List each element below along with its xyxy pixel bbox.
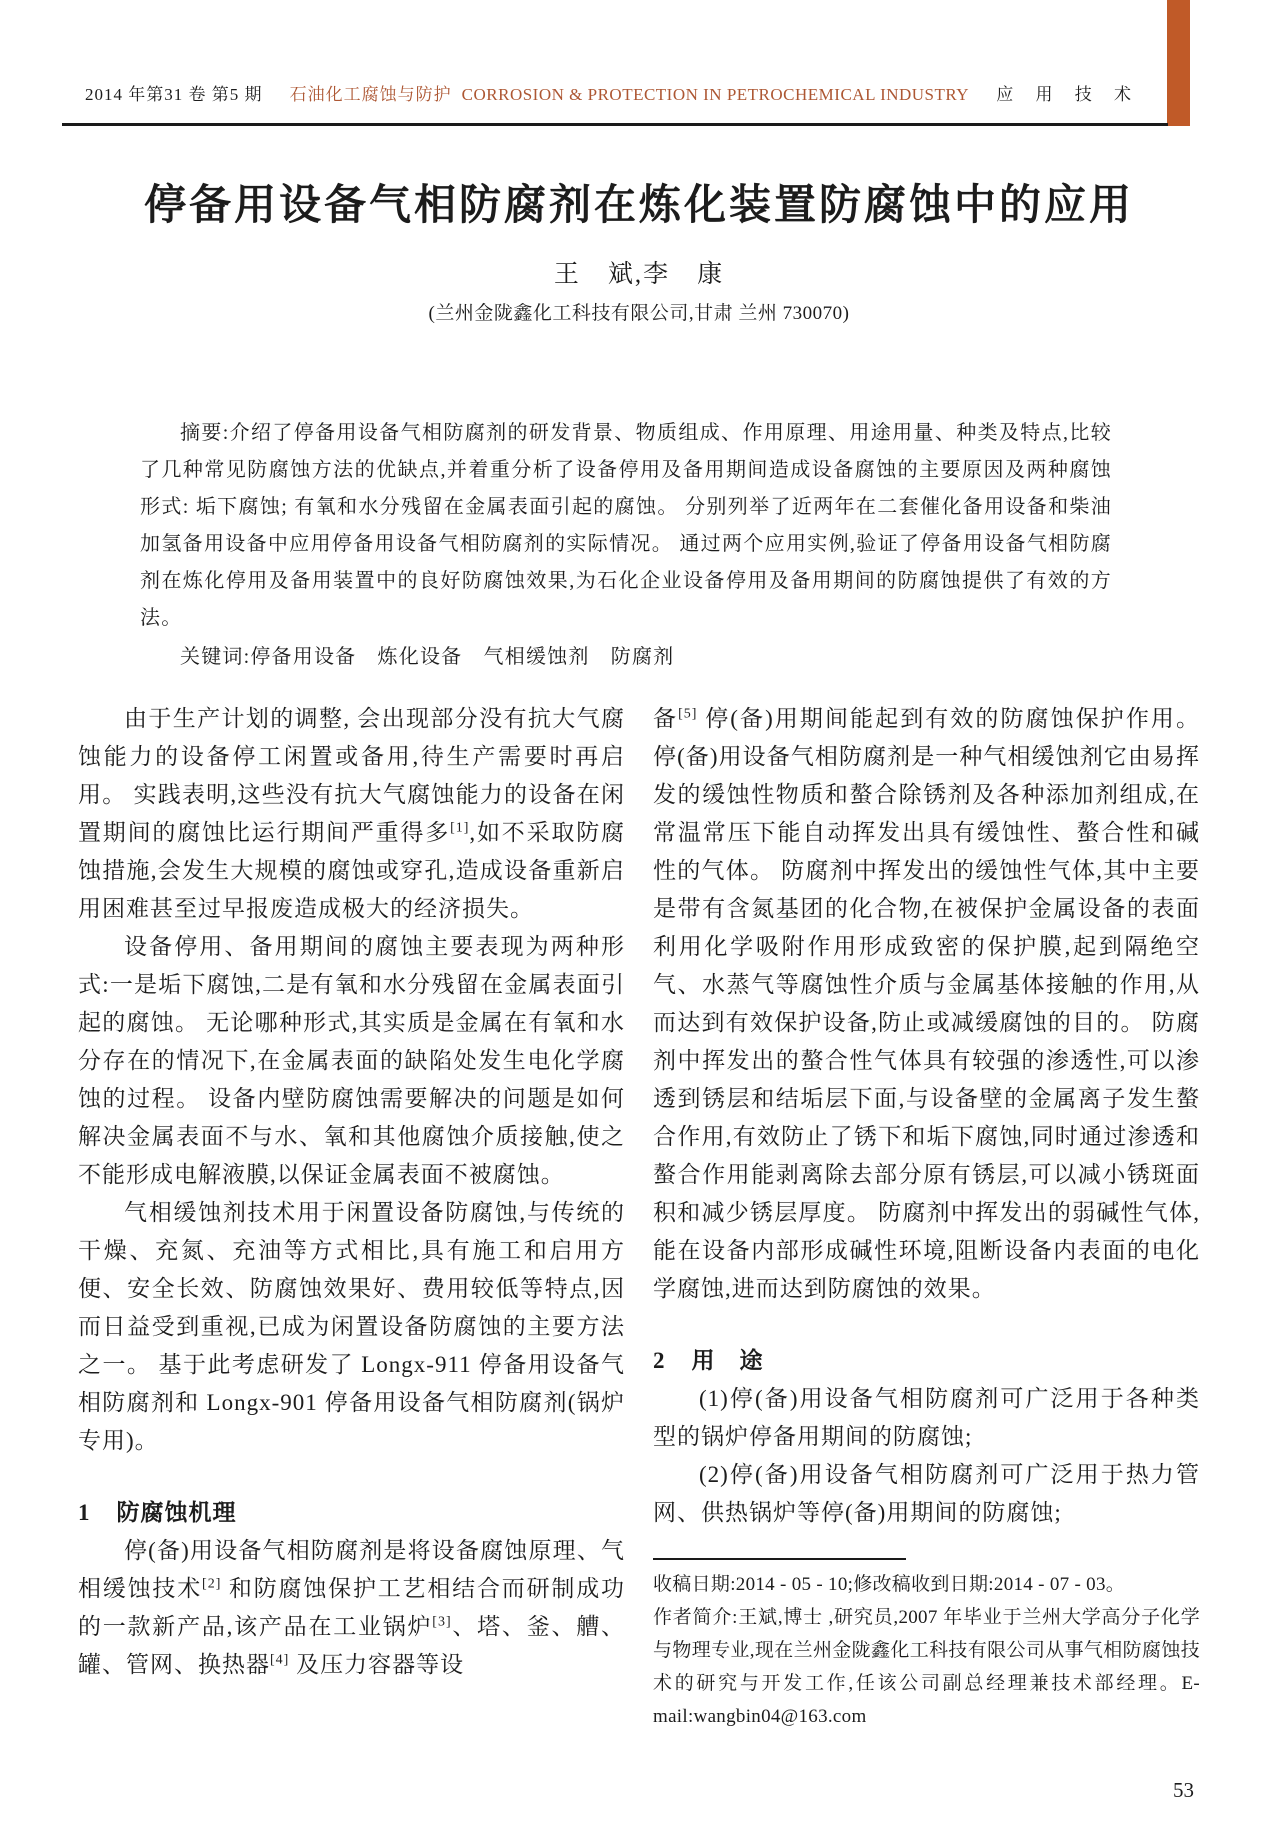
header-rule	[62, 123, 1168, 126]
left-column	[78, 700, 625, 1733]
body-paragraph: 由于生产计划的调整, 会出现部分没有抗大气腐蚀能力的设备停工闲置或备用,待生产需要时再启用。 实践表明,这些没有抗大气腐蚀能力的设备在闲置期间的腐蚀比运行期间严重得多[1],如不采取防腐蚀措施,会发生大规模的腐蚀或穿孔,造成设备重新启用困难甚至过早报废造成极大的经济损失。	[78, 706, 626, 921]
keywords-text: 停备用设备 炼化设备 气相缓蚀剂 防腐剂	[250, 646, 675, 668]
abstract-label: 摘要:	[180, 422, 230, 444]
section-title: 防腐蚀机理	[116, 1500, 237, 1525]
body-columns	[78, 700, 1200, 1733]
article-authors: 王 斌,李 康	[553, 261, 725, 288]
footnote-line: 作者简介:王斌,博士 ,研究员,2007 年毕业于兰州大学高分子化学与物理专业,现在兰州金陇鑫化工科技有限公司从事气相防腐蚀技术的研究与开发工作,任该公司副总经理兼技术部经理。E-mail:wangbin04@163.com	[653, 1607, 1200, 1727]
citation-ref: [3]	[432, 1614, 452, 1630]
body-paragraph: 气相缓蚀剂技术用于闲置设备防腐蚀,与传统的干燥、充氮、充油等方式相比,具有施工和启用方便、安全长效、防腐蚀效果好、费用较低等特点,因而日益受到重视,已成为闲置设备防腐蚀的主要方法之一。 基于此考虑研发了 Longx-911 停备用设备气相防腐剂和 Longx-901 停备用设备气相防腐剂(锅炉专用)。	[78, 1200, 625, 1453]
page-number: 53	[1173, 1778, 1194, 1802]
body-paragraph: 备[5] 停(备)用期间能起到有效的防腐蚀保护作用。 停(备)用设备气相防腐剂是一种气相缓蚀剂它由易挥发的缓蚀性物质和螯合除锈剂及各种添加剂组成,在常温常压下能自动挥发出具有缓蚀性、螯合性和碱性的气体。 防腐剂中挥发出的缓蚀性气体,其中主要是带有含氮基团的化合物,在被保护金属设备的表面利用化学吸附作用形成致密的保护膜,起到隔绝空气、水蒸气等腐蚀性介质与金属基体接触的作用,从而达到有效保护设备,防止或减缓腐蚀的目的。 防腐剂中挥发出的螯合性气体具有较强的渗透性,可以渗透到锈层和结垢层下面,与设备壁的金属离子发生螯合作用,有效防止了锈下和垢下腐蚀,同时通过渗透和螯合作用能剥离除去部分原有锈层,可以减小锈斑面积和减少锈层厚度。 防腐剂中挥发出的弱碱性气体,能在设备内部形成碱性环境,阻断设备内表面的电化学腐蚀,进而达到防腐蚀的效果。	[653, 706, 1200, 1301]
journal-title-en: CORROSION & PROTECTION IN PETROCHEMICAL INDUSTRY	[461, 85, 970, 104]
abstract-block	[140, 415, 1112, 637]
keywords-block	[140, 639, 1112, 676]
keywords-label: 关键词:	[180, 646, 251, 668]
article-content	[78, 158, 1200, 1733]
footnote-block	[653, 1558, 1200, 1733]
footnote-lines	[653, 1568, 1200, 1733]
body-paragraph: (2)停(备)用设备气相防腐剂可广泛用于热力管网、供热锅炉等停(备)用期间的防腐蚀;	[653, 1462, 1200, 1525]
section-heading	[78, 1494, 625, 1532]
section-heading	[653, 1342, 1200, 1380]
accent-bar	[1167, 0, 1190, 126]
footnote-line: 收稿日期:2014 - 05 - 10;修改稿收到日期:2014 - 07 - 03。	[653, 1574, 1126, 1595]
article-title: 停备用设备气相防腐剂在炼化装置防腐蚀中的应用	[143, 183, 1134, 229]
right-column-body	[653, 700, 1200, 1532]
journal-header	[85, 80, 1140, 105]
right-column	[653, 700, 1200, 1733]
abstract-text: 介绍了停备用设备气相防腐剂的研发背景、物质组成、作用原理、用途用量、种类及特点,比较了几种常见防腐蚀方法的优缺点,并着重分析了设备停用及备用期间造成设备腐蚀的主要原因及两种腐蚀形式: 垢下腐蚀; 有氧和水分残留在金属表面引起的腐蚀。 分别列举了近两年在二套催化备用设备和柴油加氢备用设备中应用停备用设备气相防腐剂的实际情况。 通过两个应用实例,验证了停备用设备气相防腐剂在炼化停用及备用装置中的良好防腐蚀效果,为石化企业设备停用及备用期间的防腐蚀提供了有效的方法。	[140, 422, 1112, 629]
citation-ref: [4]	[270, 1652, 290, 1668]
body-paragraph: 停(备)用设备气相防腐剂是将设备腐蚀原理、气相缓蚀技术[2] 和防腐蚀保护工艺相结合而研制成功的一款新产品,该产品在工业锅炉[3]、塔、釜、艚、罐、管网、换热器[4] 及压力容器等设	[78, 1538, 626, 1677]
article-affiliation: (兰州金陇鑫化工科技有限公司,甘肃 兰州 730070)	[428, 303, 850, 324]
footnote-rule	[653, 1558, 906, 1560]
journal-title	[290, 80, 969, 105]
citation-ref: [2]	[202, 1576, 222, 1592]
citation-ref: [5]	[678, 706, 698, 722]
section-number: 2	[653, 1348, 666, 1373]
issue-info: 2014 年第31 卷 第5 期	[85, 85, 263, 104]
citation-ref: [1]	[450, 820, 470, 836]
body-paragraph: (1)停(备)用设备气相防腐剂可广泛用于各种类型的锅炉停备用期间的防腐蚀;	[653, 1386, 1200, 1449]
column-section-label: 应 用 技 术	[996, 85, 1140, 104]
section-number: 1	[78, 1500, 91, 1525]
section-title: 用 途	[691, 1348, 764, 1373]
body-paragraph: 设备停用、备用期间的腐蚀主要表现为两种形式:一是垢下腐蚀,二是有氧和水分残留在金属表面引起的腐蚀。 无论哪种形式,其实质是金属在有氧和水分存在的情况下,在金属表面的缺陷处发生电化学腐蚀的过程。 设备内壁防腐蚀需要解决的问题是如何解决金属表面不与水、氧和其他腐蚀介质接触,使之不能形成电解液膜,以保证金属表面不被腐蚀。	[78, 934, 625, 1187]
journal-title-cn: 石油化工腐蚀与防护	[289, 85, 452, 104]
